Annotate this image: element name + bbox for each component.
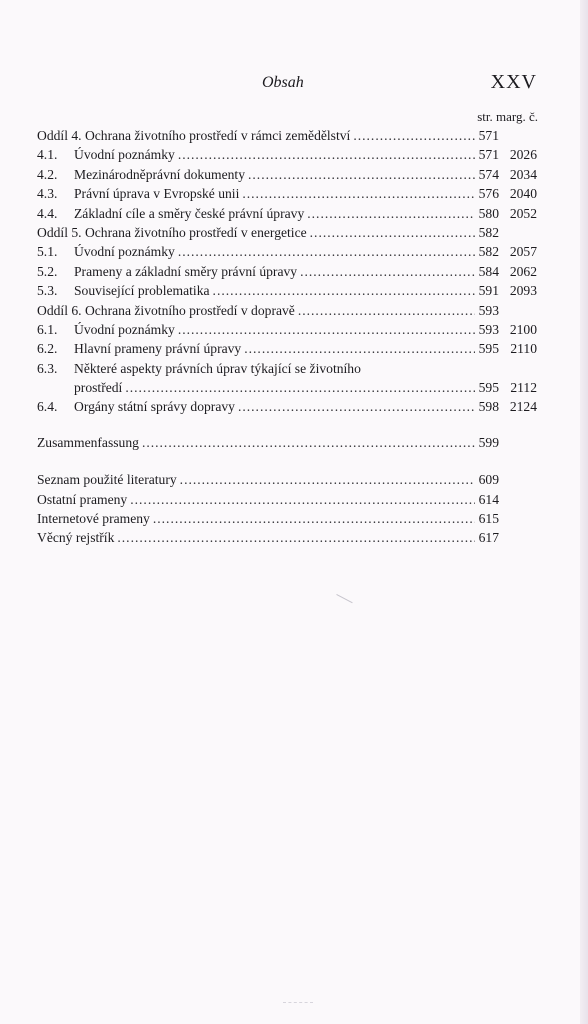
toc-entry-margin-number: 2062 [509,263,537,279]
toc-entry-margin-number: 2057 [509,244,537,260]
toc-entry-label: Oddíl 4. Ochrana životního prostředí v rámci zemědělství [37,128,351,143]
toc-entry-page: 582 [478,244,499,260]
toc-entry-margin-number: 2040 [509,186,537,202]
toc-section-heading [37,223,537,242]
toc-entry [37,165,537,184]
toc-entry-number: 5.3. [37,283,58,299]
toc-entry-page: 580 [478,205,499,221]
toc-entry-label: Základní cíle a směry české právní úpravy [74,205,305,221]
toc-entry-label: prostředí [74,380,123,396]
toc-entry [37,262,537,281]
toc-entry-label: Hlavní prameny právní úpravy [74,341,242,357]
toc-entry-page: 614 [478,491,499,507]
leader-dots [298,301,475,320]
leader-dots [178,242,475,261]
toc-entry-label: Úvodní poznámky [74,321,175,337]
toc-back-matter-entry [37,433,537,452]
toc-entry-margin-number: 2052 [509,205,537,221]
leader-dots [300,262,475,281]
toc-entry [37,281,537,300]
toc-entry-label: Věcný rejstřík [37,530,115,546]
leader-dots [248,165,475,184]
toc-entry-number: 5.1. [37,244,58,260]
toc-entry [37,320,537,339]
column-header: str. marg. č. [477,109,538,124]
leader-dots [153,509,475,528]
toc-entry-continuation [37,378,537,397]
leader-dots [238,397,475,416]
toc-entry-page: 615 [478,511,499,527]
toc-entry-number: 4.4. [37,205,58,221]
toc-entry-number: 4.2. [37,166,58,182]
toc-entry [37,145,537,164]
toc-entry-label: Některé aspekty právních úprav týkající se životního [74,360,361,376]
toc-entry-label: Úvodní poznámky [74,244,175,260]
toc-back-matter-entry [37,509,537,528]
toc-entry-page: 576 [478,186,499,202]
toc-entry-page: 599 [478,434,499,450]
toc-entry-label: Prameny a základní směry právní úpravy [74,263,298,279]
toc-entry-page: 574 [478,166,499,182]
page-edge-shadow [580,0,588,1024]
toc-entry [37,204,537,223]
toc-entry-page: 571 [478,147,499,163]
toc-entry-number: 5.2. [37,263,58,279]
toc-section-heading [37,126,537,145]
toc-entry-number: 4.3. [37,186,58,202]
running-head [0,72,588,100]
toc-entry-margin-number: 2110 [510,341,537,357]
toc-back-matter-entry [37,490,537,509]
toc-entry-label: Mezinárodněprávní dokumenty [74,166,246,182]
toc-entry-label: Oddíl 5. Ochrana životního prostředí v energetice [37,224,307,240]
toc-entry-margin-number: 2093 [509,283,537,299]
toc-entry-page: 595 [478,380,499,396]
leader-dots [178,320,475,339]
toc-entry-number: 6.4. [37,399,58,415]
toc-entry [37,339,537,358]
leader-dots [213,281,475,300]
leader-dots [244,339,475,358]
leader-dots [117,528,475,547]
paper-mark [283,1002,313,1004]
toc-entry-page: 591 [478,283,499,299]
toc-section-heading [37,301,537,320]
toc-entry-page: 595 [478,341,499,357]
toc-entry-label: Ostatní prameny [37,491,128,507]
toc-entry-page: 593 [478,302,499,318]
toc-entry-margin-number: 2100 [509,321,537,337]
toc-entry [37,184,537,203]
toc-entry-margin-number: 2026 [509,147,537,163]
leader-dots [307,204,475,223]
toc-back-matter-entry [37,470,537,489]
toc-entry-label: Orgány státní správy dopravy [74,399,235,415]
toc-entry-number: 4.1. [37,147,58,163]
toc-entry-label: Oddíl 6. Ochrana životního prostředí v dopravě [37,302,295,318]
toc-entry-label: Zusammenfassung [37,434,139,450]
toc-entry-page: 598 [478,399,499,415]
toc-entry-page: 617 [478,530,499,546]
toc-entry-number: 6.1. [37,321,58,337]
toc-entry-page: 584 [478,263,499,279]
toc-entry-label: Úvodní poznámky [74,147,175,163]
leader-dots [130,490,475,509]
toc-entry-number: 6.3. [37,360,58,376]
toc-entry-page: 593 [478,321,499,337]
page-number: XXV [490,71,537,93]
leader-dots [142,433,475,452]
toc-entry-label: Internetové prameny [37,511,150,527]
toc-entry-label: Seznam použité literatury [37,472,177,488]
toc-entry [37,359,537,378]
toc-entry-page: 582 [478,224,499,240]
toc-entry [37,397,537,416]
toc-entry-label: Související problematika [74,283,210,299]
toc-entry-page: 571 [478,128,499,143]
toc-entry-number: 6.2. [37,341,58,357]
paper-mark [335,594,352,605]
leader-dots [310,223,475,242]
leader-dots [242,184,475,203]
toc-entry-margin-number: 2124 [509,399,537,415]
leader-dots [178,145,475,164]
leader-dots [180,470,475,489]
leader-dots [125,378,475,397]
toc-entry [37,242,537,261]
running-head-title: Obsah [262,74,304,91]
toc-entry-margin-number: 2034 [509,166,537,182]
leader-dots [353,126,475,145]
toc-entry-page: 609 [478,472,499,488]
toc-entry-label: Právní úprava v Evropské unii [74,186,240,202]
table-of-contents [37,126,537,548]
toc-entry-margin-number: 2112 [510,380,537,396]
toc-back-matter-entry [37,528,537,547]
